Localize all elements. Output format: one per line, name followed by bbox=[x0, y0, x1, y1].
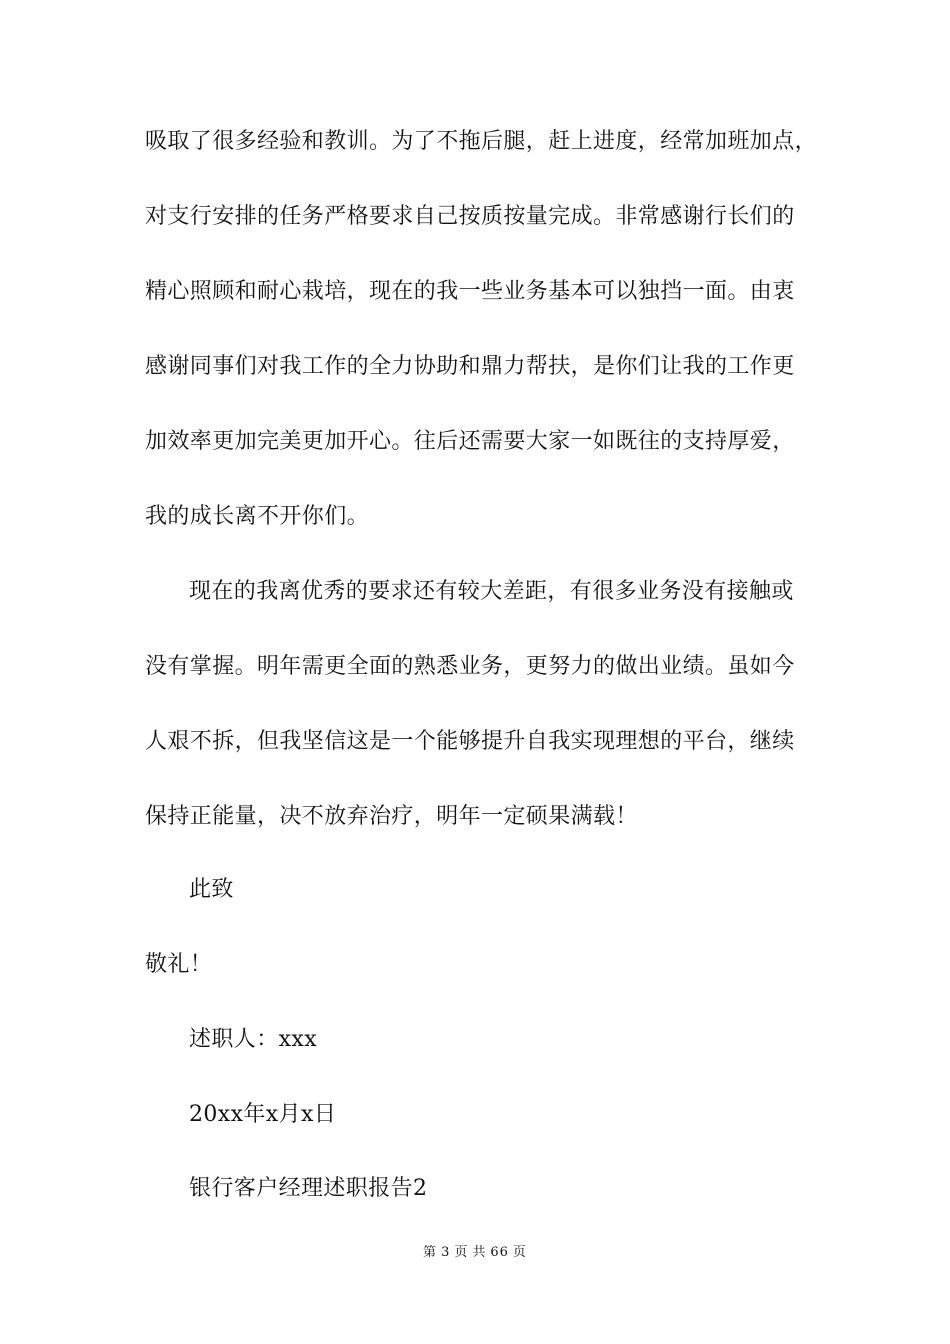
paragraph-line: 我的成长离不开你们。 bbox=[145, 504, 370, 529]
paragraph-line: 感谢同事们对我工作的全力协助和鼎力帮扶，是你们让我的工作更 bbox=[145, 354, 795, 379]
paragraph-line: 没有掌握。明年需更全面的熟悉业务，更努力的做出业绩。虽如今 bbox=[145, 654, 795, 679]
page-unit-label: 页 bbox=[454, 1245, 469, 1260]
paragraph-line: 人艰不拆，但我坚信这是一个能够提升自我实现理想的平台，继续 bbox=[145, 729, 795, 754]
section-heading: 银行客户经理述职报告2 bbox=[189, 1176, 428, 1201]
total-unit-label: 页 bbox=[512, 1245, 527, 1260]
total-label: 共 bbox=[472, 1245, 487, 1260]
paragraph-line: 吸取了很多经验和教训。为了不拖后腿，赶上进度，经常加班加点， bbox=[145, 129, 818, 154]
current-page-number: 3 bbox=[441, 1245, 451, 1260]
paragraph-line: 加效率更加完美更加开心。往后还需要大家一如既往的支持厚爱， bbox=[145, 429, 795, 454]
salute-text: 敬礼！ bbox=[145, 952, 213, 977]
paragraph-line: 现在的我离优秀的要求还有较大差距，有很多业务没有接触或 bbox=[189, 579, 794, 604]
closing-text: 此致 bbox=[189, 877, 234, 902]
date-line: 20xx年x月x日 bbox=[189, 1102, 337, 1127]
page-number-footer bbox=[0, 1244, 950, 1262]
paragraph-line: 精心照顾和耐心栽培，现在的我一些业务基本可以独挡一面。由衷 bbox=[145, 279, 795, 304]
signature-line: 述职人：xxx bbox=[189, 1027, 318, 1052]
total-page-number: 66 bbox=[490, 1245, 509, 1260]
page-label: 第 bbox=[423, 1245, 438, 1260]
paragraph-line: 保持正能量，决不放弃治疗，明年一定硕果满载！ bbox=[145, 804, 638, 829]
paragraph-line: 对支行安排的任务严格要求自己按质按量完成。非常感谢行长们的 bbox=[145, 204, 795, 229]
